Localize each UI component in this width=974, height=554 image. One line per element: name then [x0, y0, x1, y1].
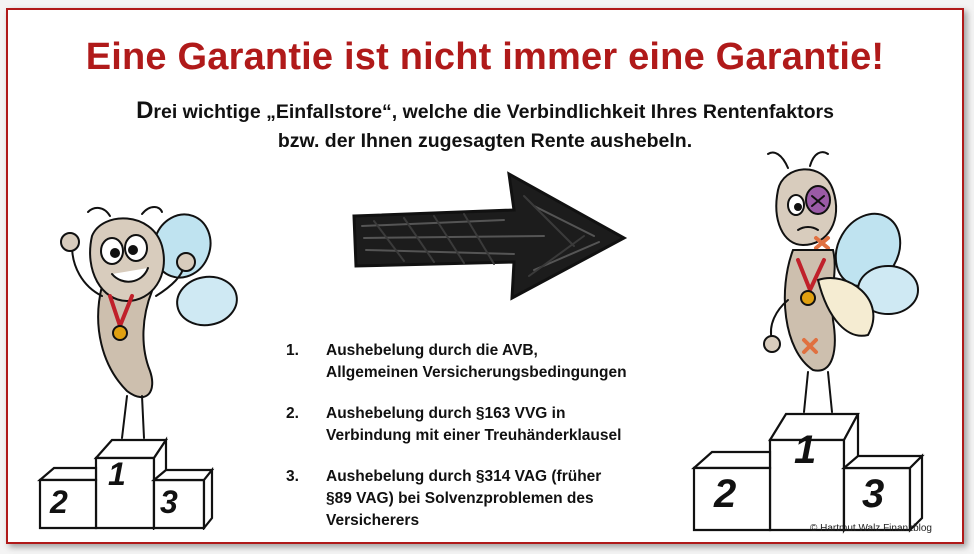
slide — [6, 8, 964, 544]
list-item-line: Allgemeinen Versicherungsbedingungen — [326, 364, 627, 381]
injured-fly-illustration — [738, 150, 938, 420]
list-item-number: 2. — [286, 405, 299, 422]
podium-left-second: 2 — [50, 484, 68, 520]
list-item — [286, 466, 706, 532]
list-item-number: 1. — [286, 342, 299, 359]
list-item-number: 3. — [286, 468, 299, 485]
list-item-line: Aushebelung durch §163 VVG in — [326, 405, 566, 422]
happy-fly-illustration — [32, 206, 252, 446]
podium-right-second: 2 — [714, 472, 737, 516]
einfallstore-list — [286, 340, 706, 544]
podium-right-first: 1 — [794, 428, 817, 472]
list-item — [286, 403, 706, 447]
list-item-line: Aushebelung durch die AVB, — [326, 342, 538, 359]
list-item-line: Versicherers — [326, 512, 420, 529]
subtitle-line-1-rest: rei wichtige „Einfallstore“, welche die Verbindlichkeit Ihres Rentenfaktors — [153, 101, 834, 123]
podium-left-third: 3 — [160, 484, 178, 520]
list-item-line: Verbindung mit einer Treuhänderklausel — [326, 427, 622, 444]
subtitle-line-1 — [8, 96, 962, 127]
copyright-notice: © Hartmut Walz Finanzblog — [809, 523, 932, 534]
podium-left-first: 1 — [108, 456, 126, 492]
list-item-line: Aushebelung durch §314 VAG (früher — [326, 468, 602, 485]
list-item — [286, 340, 706, 384]
page-title: Eine Garantie ist nicht immer eine Garantie! — [85, 36, 885, 78]
subtitle — [8, 96, 962, 156]
arrow-illustration — [344, 166, 634, 306]
list-item-line: §89 VAG) bei Solvenzproblemen des — [326, 490, 594, 507]
subtitle-first-letter: D — [136, 97, 154, 124]
subtitle-line-2: bzw. der Ihnen zugesagten Rente aushebeln. — [277, 130, 693, 152]
podium-right-third: 3 — [862, 472, 885, 516]
